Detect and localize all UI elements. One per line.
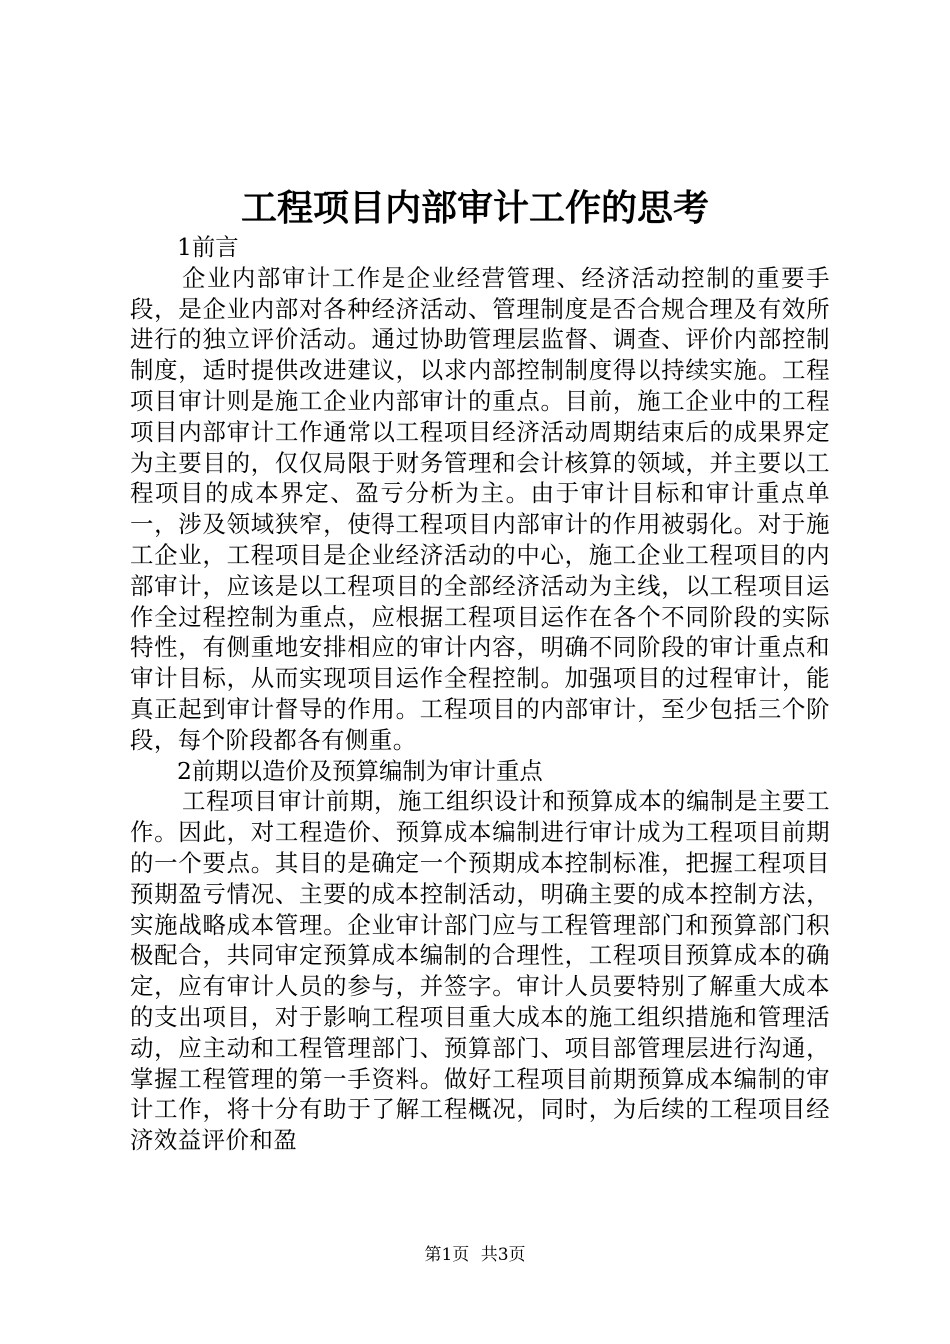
section-heading: 1前言 — [177, 233, 239, 261]
page-number-footer: 第1页 共3页 — [424, 1245, 526, 1265]
section-paragraph: 工程项目审计前期，施工组织设计和预算成本的编制是主要工作。因此，对工程造价、预算成本编制进行审计成为工程项目前期的一个要点。其目的是确定一个预期成本控制标准，把握工程项目预期盈亏情况、主要的成本控制活动，明确主要的成本控制方法，实施战略成本管理。企业审计部门应与工程管理部门和预算部门积极配合，共同审定预算成本编制的合理性，工程项目预算成本的确定，应有审计人员的参与，并签字。审计人员要特别了解重大成本的支出项目，对于影响工程项目重大成本的施工组织措施和管理活动，应主动和工程管理部门、预算部门、项目部管理层进行沟通，掌握工程管理的第一手资料。做好工程项目前期预算成本编制的审计工作，将十分有助于了解工程概况，同时，为后续的工程项目经济效益评价和盈 — [130, 787, 830, 1155]
document-body — [130, 232, 830, 1156]
page-title: 工程项目内部审计工作的思考 — [240, 187, 709, 229]
section-heading: 2前期以造价及预算编制为审计重点 — [177, 756, 543, 785]
section-paragraph: 企业内部审计工作是企业经营管理、经济活动控制的重要手段，是企业内部对各种经济活动、管理制度是否合规合理及有效所进行的独立评价活动。通过协助管理层监督、调查、评价内部控制制度，适时提供改进建议，以求内部控制制度得以持续实施。工程项目审计则是施工企业内部审计的重点。目前，施工企业中的工程项目内部审计工作通常以工程项目经济活动周期结束后的成果界定为主要目的，仅仅局限于财务管理和会计核算的领域，并主要以工程项目的成本界定、盈亏分析为主。由于审计目标和审计重点单一，涉及领域狭窄，使得工程项目内部审计的作用被弱化。对于施工企业，工程项目是企业经济活动的中心，施工企业工程项目的内部审计，应该是以工程项目的全部经济活动为主线，以工程项目运作全过程控制为重点，应根据工程项目运作在各个不同阶段的实际特性，有侧重地安排相应的审计内容，明确不同阶段的审计重点和审计目标，从而实现项目运作全程控制。加强项目的过程审计，能真正起到审计督导的作用。工程项目的内部审计，至少包括三个阶段，每个阶段都各有侧重。 — [130, 263, 830, 754]
